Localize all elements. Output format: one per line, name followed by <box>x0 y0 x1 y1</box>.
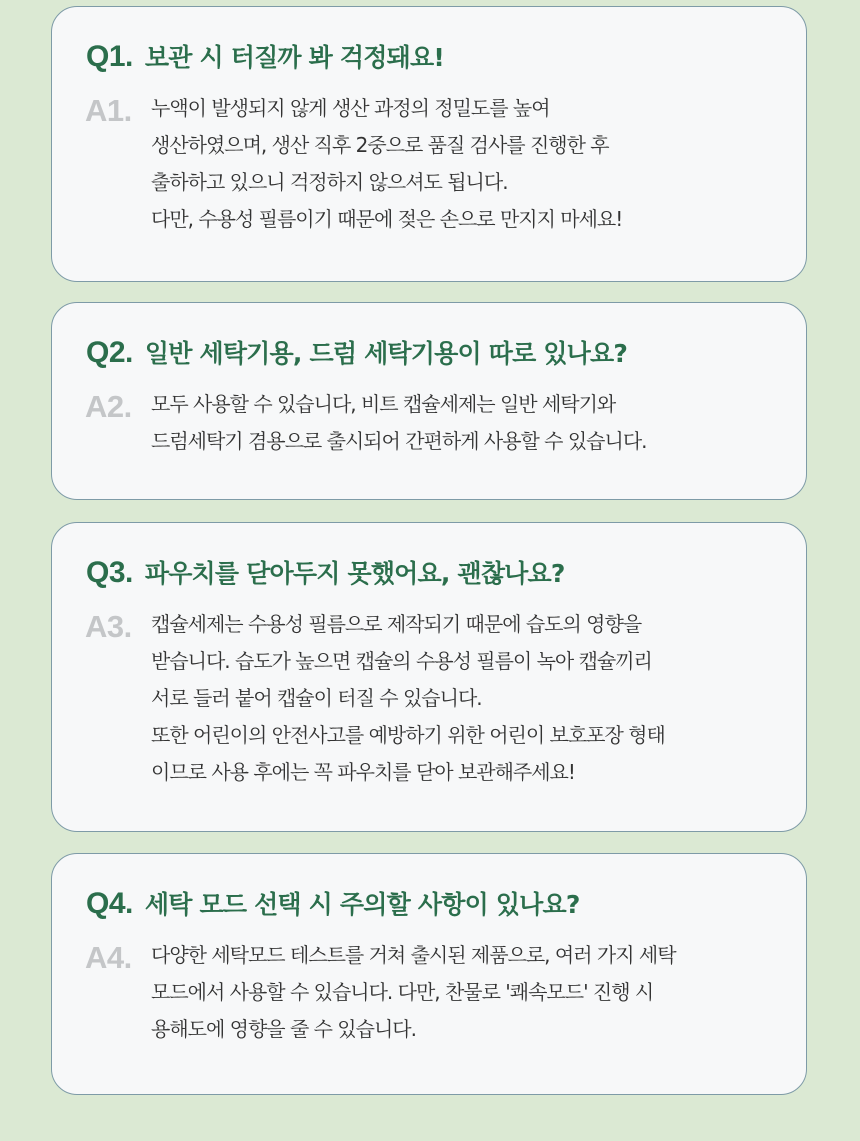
faq-card <box>51 522 807 832</box>
question-row <box>86 334 627 370</box>
answer-line: 출하하고 있으니 걱정하지 않으셔도 됩니다. <box>151 170 508 194</box>
answer-line: 모드에서 사용할 수 있습니다. 다만, 찬물로 '쾌속모드' 진행 시 <box>151 980 654 1004</box>
answer-line: 누액이 발생되지 않게 생산 과정의 정밀도를 높여 <box>151 96 550 120</box>
question-text: 일반 세탁기용, 드럼 세탁기용이 따로 있나요? <box>144 339 628 368</box>
answer-line: 모두 사용할 수 있습니다, 비트 캡슐세제는 일반 세탁기와 <box>151 392 616 416</box>
question-text: 세탁 모드 선택 시 주의할 사항이 있나요? <box>144 890 580 919</box>
question-text: 파우치를 닫아두지 못했어요, 괜찮나요? <box>144 559 565 588</box>
question-number: Q4. <box>86 887 133 920</box>
answer-text <box>151 93 791 241</box>
answer-number: A1. <box>85 93 132 128</box>
question-number: Q1. <box>86 40 133 73</box>
question-text: 보관 시 터질까 봐 걱정돼요! <box>144 43 444 72</box>
answer-line: 서로 들러 붙어 캡슐이 터질 수 있습니다. <box>151 686 482 710</box>
faq-card <box>51 853 807 1095</box>
answer-line: 다만, 수용성 필름이기 때문에 젖은 손으로 만지지 마세요! <box>151 207 623 231</box>
answer-number: A4. <box>85 940 132 975</box>
question-row <box>86 885 580 921</box>
answer-number: A2. <box>85 389 132 424</box>
question-number: Q2. <box>86 336 133 369</box>
answer-line: 용해도에 영향을 줄 수 있습니다. <box>151 1017 416 1041</box>
answer-text <box>151 940 791 1051</box>
question-row <box>86 554 565 590</box>
answer-line: 캡슐세제는 수용성 필름으로 제작되기 때문에 습도의 영향을 <box>151 612 642 636</box>
answer-line: 드럼세탁기 겸용으로 출시되어 간편하게 사용할 수 있습니다. <box>151 429 647 453</box>
answer-line: 또한 어린이의 안전사고를 예방하기 위한 어린이 보호포장 형태 <box>151 723 665 747</box>
answer-text <box>151 389 791 463</box>
answer-text <box>151 609 791 794</box>
answer-line: 생산하였으며, 생산 직후 2중으로 품질 검사를 진행한 후 <box>151 133 609 157</box>
answer-line: 받습니다. 습도가 높으면 캡슐의 수용성 필름이 녹아 캡슐끼리 <box>151 649 652 673</box>
question-row <box>86 38 444 74</box>
answer-line: 다양한 세탁모드 테스트를 거쳐 출시된 제품으로, 여러 가지 세탁 <box>151 943 676 967</box>
question-number: Q3. <box>86 556 133 589</box>
faq-card <box>51 6 807 282</box>
answer-line: 이므로 사용 후에는 꼭 파우치를 닫아 보관해주세요! <box>151 760 575 784</box>
answer-number: A3. <box>85 609 132 644</box>
faq-card <box>51 302 807 500</box>
